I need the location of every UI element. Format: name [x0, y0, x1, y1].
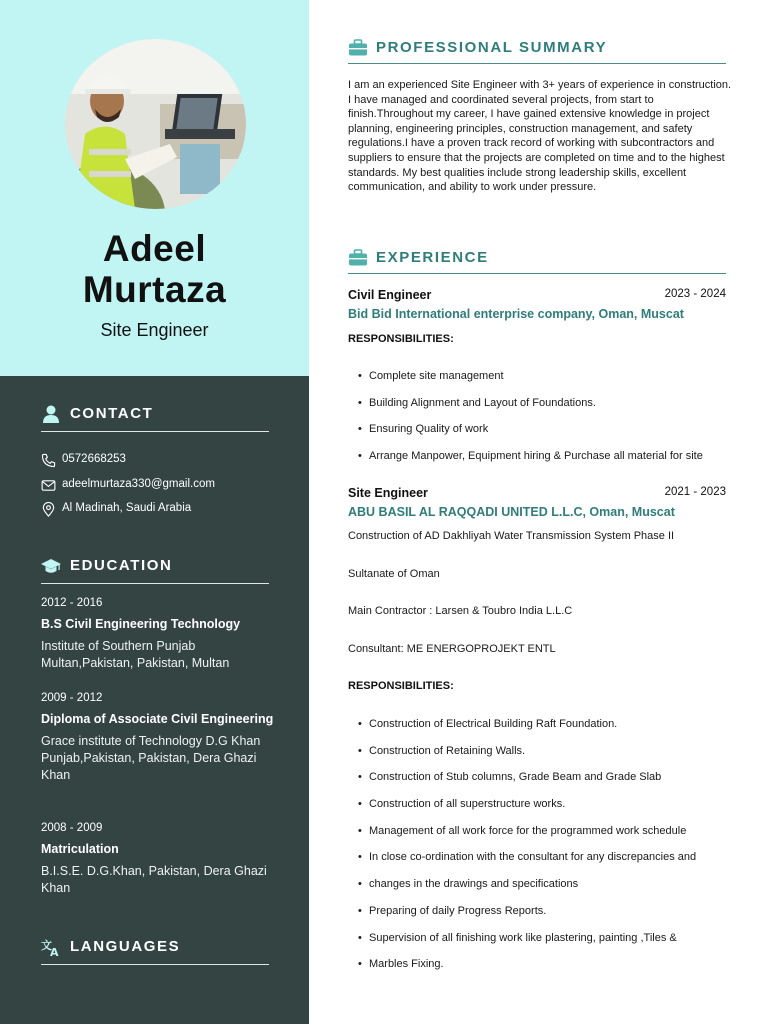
graduation-cap-icon — [41, 556, 61, 576]
list-item-text: Arrange Manpower, Equipment hiring & Purchase all material for site — [369, 450, 703, 462]
list-item-text: Construction of Retaining Walls. — [369, 745, 526, 757]
summary-section-header — [348, 38, 726, 64]
full-name — [0, 228, 309, 310]
job-company: ABU BASIL AL RAQQADI UNITED L.L.C, Oman, Muscat — [348, 505, 675, 519]
list-item-text: Building Alignment and Layout of Foundations. — [369, 397, 596, 409]
list-item-text: changes in the drawings and specifications — [369, 878, 579, 890]
education-institution: Grace institute of Technology D.G Khan Punjab,Pakistan, Pakistan, Dera Ghazi Khan — [41, 734, 261, 782]
profile-photo-illustration — [65, 39, 246, 209]
education-years: 2009 - 2012 — [41, 692, 103, 704]
profile-header — [0, 0, 309, 376]
education-degree: Matriculation — [41, 842, 119, 856]
education-item — [41, 822, 276, 897]
list-item — [358, 825, 686, 837]
job-detail: Construction of AD Dakhliyah Water Transmission System Phase II — [348, 530, 675, 542]
education-heading: EDUCATION — [70, 557, 173, 574]
list-item — [358, 878, 578, 890]
responsibilities-label: RESPONSIBILITIES: — [348, 333, 454, 345]
list-item — [358, 745, 525, 757]
job-detail: Main Contractor : Larsen & Toubro India L.L.C — [348, 605, 573, 617]
list-item — [358, 397, 596, 409]
list-item — [358, 932, 677, 944]
list-item — [358, 851, 696, 863]
email-address: adeelmurtaza330@gmail.com — [62, 478, 215, 490]
list-item-text: Supervision of all finishing work like plastering, painting ,Tiles & — [369, 932, 677, 944]
education-institution: Institute of Southern Punjab Multan,Pakistan, Pakistan, Multan — [41, 639, 230, 670]
list-item — [358, 771, 661, 783]
svg-text:文: 文 — [41, 939, 52, 952]
list-item-text: Construction of all superstructure works. — [369, 798, 566, 810]
phone-icon — [41, 453, 56, 468]
languages-heading: LANGUAGES — [70, 938, 181, 955]
job-position: Civil Engineer — [348, 288, 432, 302]
education-years: 2012 - 2016 — [41, 597, 103, 609]
job-position: Site Engineer — [348, 486, 428, 500]
list-item — [358, 958, 444, 970]
summary-heading: PROFESSIONAL SUMMARY — [376, 39, 608, 56]
education-institution: B.I.S.E. D.G.Khan, Pakistan, Dera Ghazi Khan — [41, 864, 267, 895]
education-item — [41, 597, 276, 672]
phone-number: 0572668253 — [62, 453, 126, 465]
location-pin-icon — [41, 502, 56, 517]
mail-icon — [41, 478, 56, 493]
list-item-text: In close co-ordination with the consultant for any discrepancies and — [369, 851, 697, 863]
list-item-text: Construction of Stub columns, Grade Beam and Grade Slab — [369, 771, 662, 783]
translate-icon — [41, 937, 61, 957]
experience-heading: EXPERIENCE — [376, 249, 489, 266]
profile-photo — [65, 39, 246, 209]
education-years: 2008 - 2009 — [41, 822, 103, 834]
summary-text: I am an experienced Site Engineer with 3+ years of experience in construction. I have managed and coordinated several projects, from start to finish.Throughout my career, I have gained extensive knowledge in project planning, engineering principles, construction management, and safety regulations.I have a proven track record of working with subcontractors and suppliers to ensure that the projects are completed on time and to the highest standards. My best qualities include strong leadership skills, excellent communication, and ability to work under pressure. — [348, 79, 732, 194]
contact-heading: CONTACT — [70, 405, 154, 422]
list-item-text: Complete site management — [369, 370, 504, 382]
last-name: Murtaza — [82, 269, 227, 310]
education-item — [41, 692, 276, 784]
education-degree: Diploma of Associate Civil Engineering — [41, 712, 274, 726]
list-item-text: Preparing of daily Progress Reports. — [369, 905, 547, 917]
svg-text:A: A — [50, 946, 59, 957]
first-name: Adeel — [102, 228, 207, 269]
experience-section-header — [348, 248, 726, 274]
contact-section-header — [41, 402, 269, 432]
sidebar — [0, 0, 309, 1024]
list-item-text: Construction of Electrical Building Raft Foundation. — [369, 718, 618, 730]
job-company: Bid Bid International enterprise company, Oman, Muscat — [348, 307, 684, 321]
job-dates: 2023 - 2024 — [664, 288, 726, 300]
list-item — [358, 798, 565, 810]
list-item — [358, 370, 504, 382]
education-degree: B.S Civil Engineering Technology — [41, 617, 241, 631]
list-item — [358, 450, 703, 462]
education-section-header — [41, 554, 269, 584]
job-detail: Consultant: ME ENERGOPROJEKT ENTL — [348, 643, 556, 655]
list-item-text: Marbles Fixing. — [369, 958, 444, 970]
job-dates: 2021 - 2023 — [664, 486, 726, 498]
briefcase-icon — [348, 39, 368, 57]
list-item — [358, 905, 546, 917]
responsibilities-label: RESPONSIBILITIES: — [348, 680, 454, 692]
briefcase-icon — [348, 249, 368, 267]
person-icon — [41, 404, 61, 424]
list-item — [358, 718, 617, 730]
job-detail: Sultanate of Oman — [348, 568, 440, 580]
location-text: Al Madinah, Saudi Arabia — [62, 502, 192, 514]
languages-section-header — [41, 935, 269, 965]
list-item-text: Ensuring Quality of work — [369, 423, 489, 435]
list-item — [358, 423, 488, 435]
job-title: Site Engineer — [100, 320, 209, 340]
list-item-text: Management of all work force for the programmed work schedule — [369, 825, 687, 837]
